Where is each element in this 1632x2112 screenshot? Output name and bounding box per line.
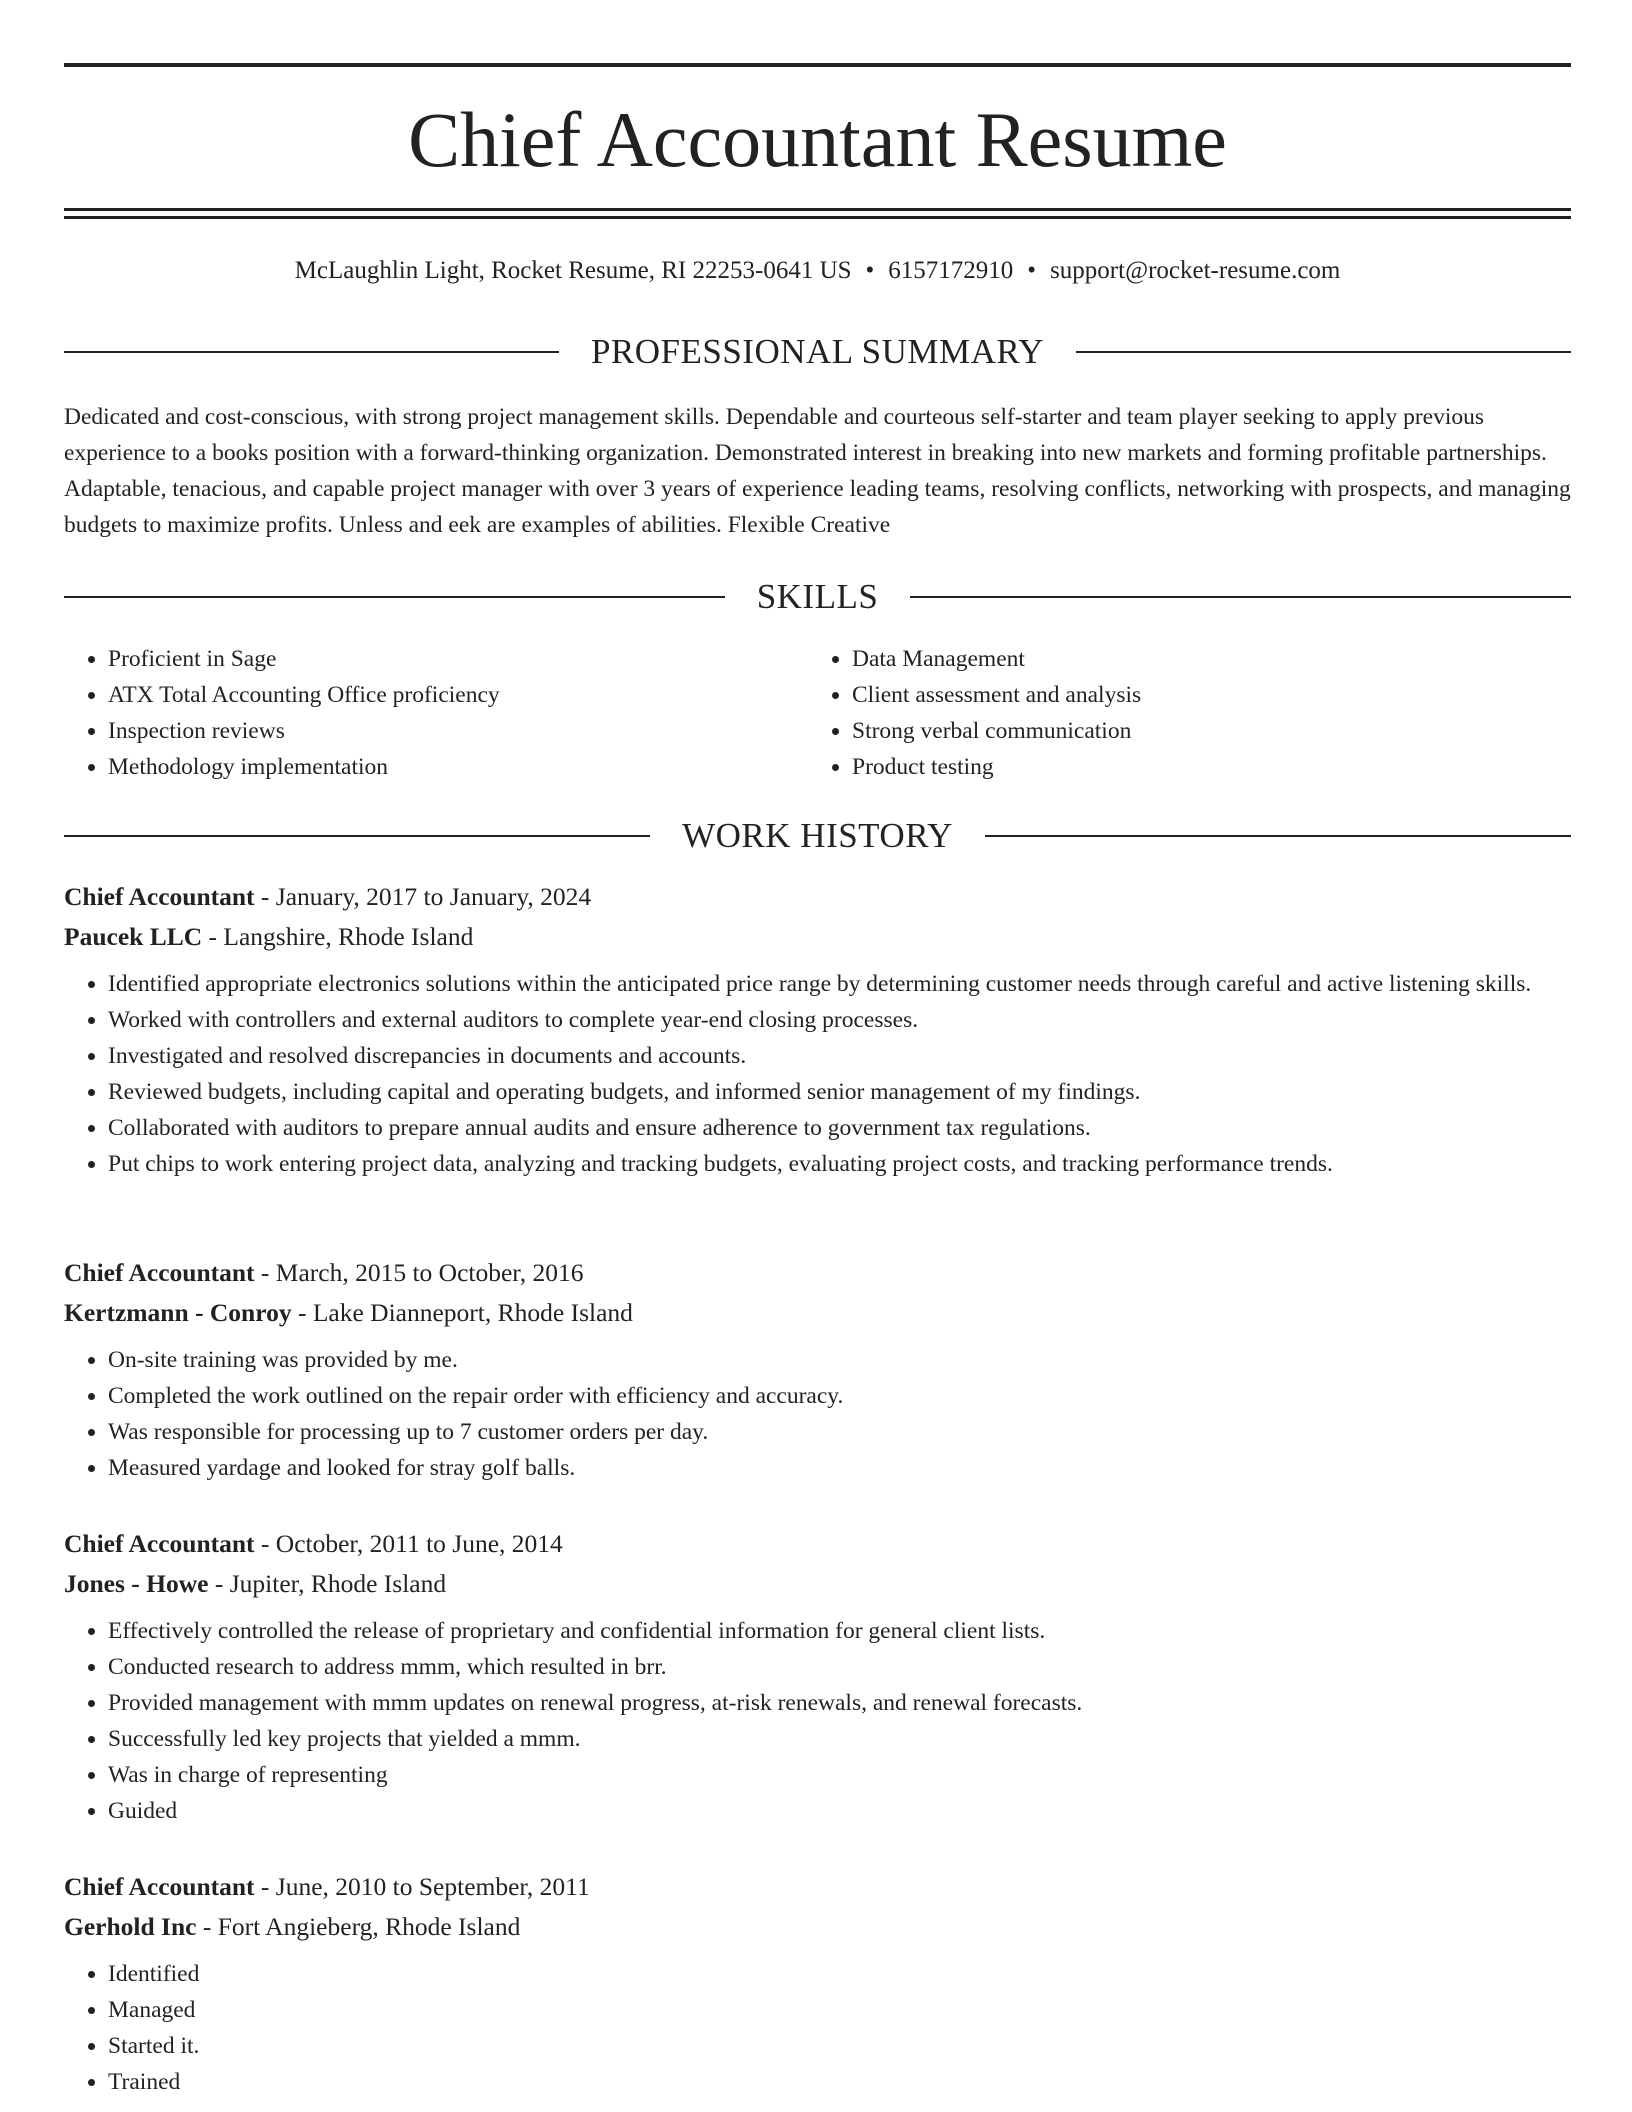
title-rule-lower (64, 216, 1571, 219)
job-title: Chief Accountant (64, 882, 255, 911)
skill-item: • Strong verbal communication (852, 713, 1508, 749)
skill-item: • Client assessment and analysis (852, 677, 1508, 713)
job-dates: - January, 2017 to January, 2024 (254, 882, 592, 911)
job-company-line (64, 920, 1571, 954)
job-bullets (64, 1342, 1571, 1486)
job-company-line (64, 1567, 1571, 1601)
job-company: Jones - Howe (64, 1569, 209, 1598)
top-rule (64, 63, 1571, 67)
job-bullet: • Was responsible for processing up to 7 customer orders per day. (108, 1414, 1571, 1450)
job-title-line (64, 1256, 1571, 1290)
job-bullet: • Identified appropriate electronics solutions within the anticipated price range by determining customer needs through careful and active listening skills. (108, 966, 1571, 1002)
job-dates: - June, 2010 to September, 2011 (254, 1872, 590, 1901)
skill-item: • Inspection reviews (108, 713, 764, 749)
job-entry (64, 1256, 1571, 1486)
job-title: Chief Accountant (64, 1258, 255, 1287)
job-company-line (64, 1910, 1571, 1944)
job-title: Chief Accountant (64, 1872, 255, 1901)
heading-rule (985, 835, 1571, 837)
job-bullet: • Successfully led key projects that yielded a mmm. (108, 1721, 1571, 1757)
skills-list-left (64, 641, 764, 785)
summary-heading (64, 330, 1571, 374)
job-company: Gerhold Inc (64, 1912, 197, 1941)
contact-separator: • (865, 257, 875, 284)
job-company-line (64, 1296, 1571, 1330)
job-bullet: • Was in charge of representing (108, 1757, 1571, 1793)
heading-rule (64, 596, 725, 598)
job-bullet: • Put chips to work entering project data, analyzing and tracking budgets, evaluating project costs, and tracking performance trends. (108, 1146, 1571, 1182)
heading-rule (64, 351, 559, 353)
job-bullet: • Collaborated with auditors to prepare annual audits and ensure adherence to government tax regulations. (108, 1110, 1571, 1146)
job-bullet: • Started it. (108, 2028, 1571, 2064)
summary-heading-label: PROFESSIONAL SUMMARY (590, 332, 1045, 371)
job-bullets (64, 1613, 1571, 1829)
skills-heading-label: SKILLS (756, 577, 879, 616)
job-location: - Lake Dianneport, Rhode Island (291, 1298, 633, 1327)
job-bullets (64, 1956, 1571, 2100)
job-bullet: • Worked with controllers and external auditors to complete year-end closing processes. (108, 1002, 1571, 1038)
job-bullet: • Reviewed budgets, including capital and operating budgets, and informed senior management of my findings. (108, 1074, 1571, 1110)
skill-item: • Product testing (852, 749, 1508, 785)
job-title-line (64, 880, 1571, 914)
heading-rule (910, 596, 1571, 598)
contact-phone: 6157172910 (888, 257, 1014, 284)
job-bullet: • Conducted research to address mmm, which resulted in brr. (108, 1649, 1571, 1685)
summary-text: Dedicated and cost-conscious, with strong project management skills. Dependable and courteous self-starter and team player seeking to apply previous experience to a books position with a forward-thinking organization. Demonstrated interest in breaking into new markets and forming profitable partnerships. Adaptable, tenacious, and capable project manager with over 3 years of experience leading teams, resolving conflicts, networking with prospects, and managing budgets to maximize profits. Unless and eek are examples of abilities. Flexible Creative (64, 404, 1571, 538)
job-dates: - March, 2015 to October, 2016 (254, 1258, 584, 1287)
job-title: Chief Accountant (64, 1529, 255, 1558)
contact-separator: • (1027, 257, 1037, 284)
heading-rule (1076, 351, 1571, 353)
job-title-line (64, 1527, 1571, 1561)
job-entry (64, 1870, 1571, 2100)
job-location: - Jupiter, Rhode Island (208, 1569, 447, 1598)
job-bullets (64, 966, 1571, 1182)
skills-left-column (64, 641, 764, 785)
job-company: Paucek LLC (64, 922, 203, 951)
job-bullet: • Investigated and resolved discrepancies in documents and accounts. (108, 1038, 1571, 1074)
job-location: - Langshire, Rhode Island (202, 922, 474, 951)
contact-address: McLaughlin Light, Rocket Resume, RI 22253-0641 US (294, 257, 852, 284)
title-rule-upper (64, 208, 1571, 211)
skill-item: • Proficient in Sage (108, 641, 764, 677)
job-dates: - October, 2011 to June, 2014 (254, 1529, 563, 1558)
job-bullet: • Measured yardage and looked for stray golf balls. (108, 1450, 1571, 1486)
skills-heading (64, 575, 1571, 619)
job-title-line (64, 1870, 1571, 1904)
job-bullet: • Guided (108, 1793, 1571, 1829)
work-history-heading-label: WORK HISTORY (682, 816, 953, 855)
job-location: - Fort Angieberg, Rhode Island (196, 1912, 521, 1941)
work-history-heading (64, 814, 1571, 858)
job-entry (64, 1527, 1571, 1829)
job-bullet: • Provided management with mmm updates on renewal progress, at-risk renewals, and renewal forecasts. (108, 1685, 1571, 1721)
contact-line (64, 254, 1571, 288)
job-bullet: • Trained (108, 2064, 1571, 2100)
job-bullet: • Managed (108, 1992, 1571, 2028)
skill-item: • Methodology implementation (108, 749, 764, 785)
job-bullet: • Effectively controlled the release of proprietary and confidential information for general client lists. (108, 1613, 1571, 1649)
skills-right-column (808, 641, 1508, 785)
job-bullet: • On-site training was provided by me. (108, 1342, 1571, 1378)
resume-title: Chief Accountant Resume (408, 96, 1227, 183)
skill-item: • Data Management (852, 641, 1508, 677)
job-company: Kertzmann - Conroy (64, 1298, 292, 1327)
job-entry (64, 880, 1571, 1182)
job-bullet: • Completed the work outlined on the repair order with efficiency and accuracy. (108, 1378, 1571, 1414)
skills-list-right (808, 641, 1508, 785)
heading-rule (64, 835, 650, 837)
contact-email: support@rocket-resume.com (1050, 257, 1341, 284)
skill-item: • ATX Total Accounting Office proficiency (108, 677, 764, 713)
job-bullet: • Identified (108, 1956, 1571, 1992)
